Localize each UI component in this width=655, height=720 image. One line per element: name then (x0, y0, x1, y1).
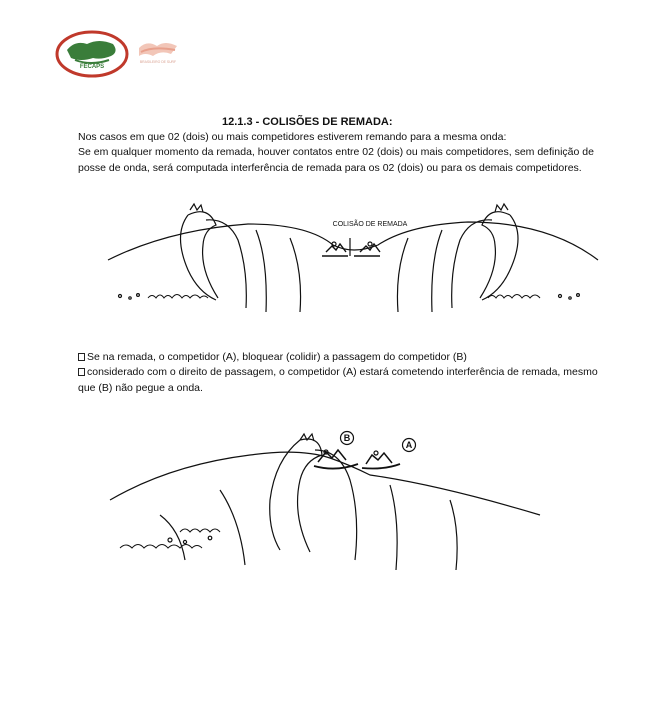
interference-illustration (100, 420, 560, 580)
bullet-text: Se na remada, o competidor (A), bloquear (colidir) a passagem do competidor (B) (87, 351, 467, 363)
label-b: B (343, 433, 351, 443)
logo-text: FECAPS (79, 64, 105, 70)
label-a: A (405, 440, 413, 450)
bullet-list (78, 350, 613, 396)
section-title: 12.1.3 - COLISÕES DE REMADA: (222, 116, 393, 128)
bullet-box-icon (78, 368, 85, 376)
secondary-logo-text: BRASILEIRO DE SURF (139, 60, 177, 64)
bullet-item (78, 365, 613, 396)
paragraph-line: Nos casos em que 02 (dois) ou mais competidores estiverem remando para a mesma onda: (78, 131, 507, 143)
paddling-collision-illustration (78, 200, 618, 315)
figure1-caption: COLISÃO DE REMADA (332, 221, 408, 228)
paragraph-line: Se em qualquer momento da remada, houver contatos entre 02 (dois) ou mais competidores, sem definição de posse de onda, será computada interferência de remada para os 02 (dois) ou para os demais competidores. (78, 146, 594, 174)
section-paragraph (78, 130, 613, 176)
bullet-text: considerado com o direito de passagem, o competidor (A) estará cometendo interferência de remada, mesmo que (B) não pegue a onda. (78, 366, 598, 394)
bullet-item (78, 350, 613, 365)
bullet-box-icon (78, 353, 85, 361)
fecaps-logo (55, 30, 133, 78)
cbs-logo (135, 38, 181, 66)
